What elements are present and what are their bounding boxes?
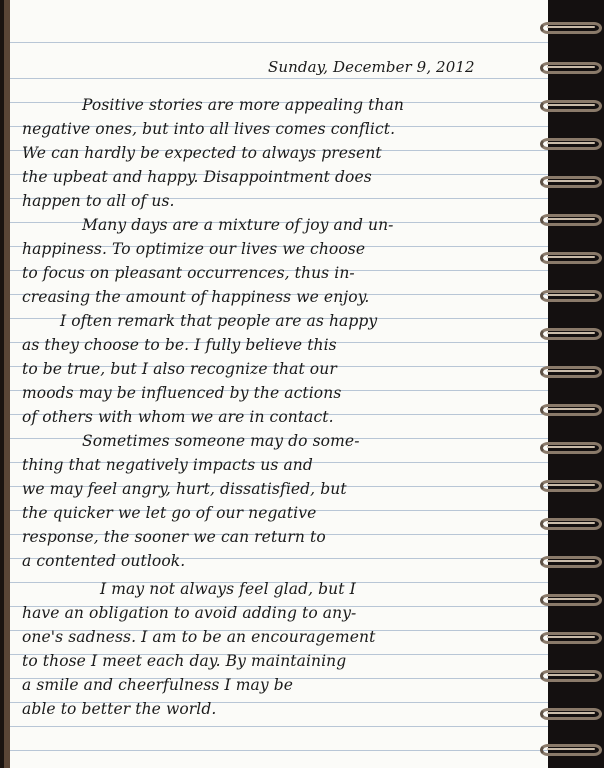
text-line: a smile and cheerfulness I may be [22,676,294,694]
entry-date: Sunday, December 9, 2012 [268,58,475,76]
text-line: have an obligation to avoid adding to any- [22,604,357,622]
text-line: We can hardly be expected to always present [22,144,382,162]
text-line: Many days are a mixture of joy and un- [82,216,394,234]
text-line: moods may be influenced by the actions [22,384,342,402]
text-line: Sometimes someone may do some- [82,432,360,450]
text-line: I often remark that people are as happy [60,312,378,330]
text-line: the quicker we let go of our negative [22,504,317,522]
text-line: one's sadness. I am to be an encouragement [22,628,376,646]
text-line: we may feel angry, hurt, dissatisfied, but [22,480,347,498]
text-line: as they choose to be. I fully believe this [22,336,337,354]
text-line: happiness. To optimize our lives we choose [22,240,366,258]
ruled-line [10,750,552,751]
text-line: creasing the amount of happiness we enjoy. [22,288,370,306]
text-line: a contented outlook. [22,552,186,570]
text-line: to focus on pleasant occurrences, thus in- [22,264,355,282]
text-line: of others with whom we are in contact. [22,408,334,426]
text-line: happen to all of us. [22,192,175,210]
ruled-line [10,726,552,727]
spiral-coil [540,744,602,756]
spiral-binding [548,0,604,768]
ruled-line [10,42,552,43]
ruled-line [10,78,552,79]
text-line: I may not always feel glad, but I [100,580,356,598]
text-line: Positive stories are more appealing than [82,96,404,114]
text-line: the upbeat and happy. Disappointment does [22,168,372,186]
text-line: to those I meet each day. By maintaining [22,652,347,670]
spiral-coil [540,22,602,34]
spiral-coil [540,62,602,74]
text-line: able to better the world. [22,700,217,718]
text-line: to be true, but I also recognize that our [22,360,337,378]
text-line: response, the sooner we can return to [22,528,326,546]
text-line: thing that negatively impacts us and [22,456,313,474]
text-line: negative ones, but into all lives comes conflict. [22,120,396,138]
